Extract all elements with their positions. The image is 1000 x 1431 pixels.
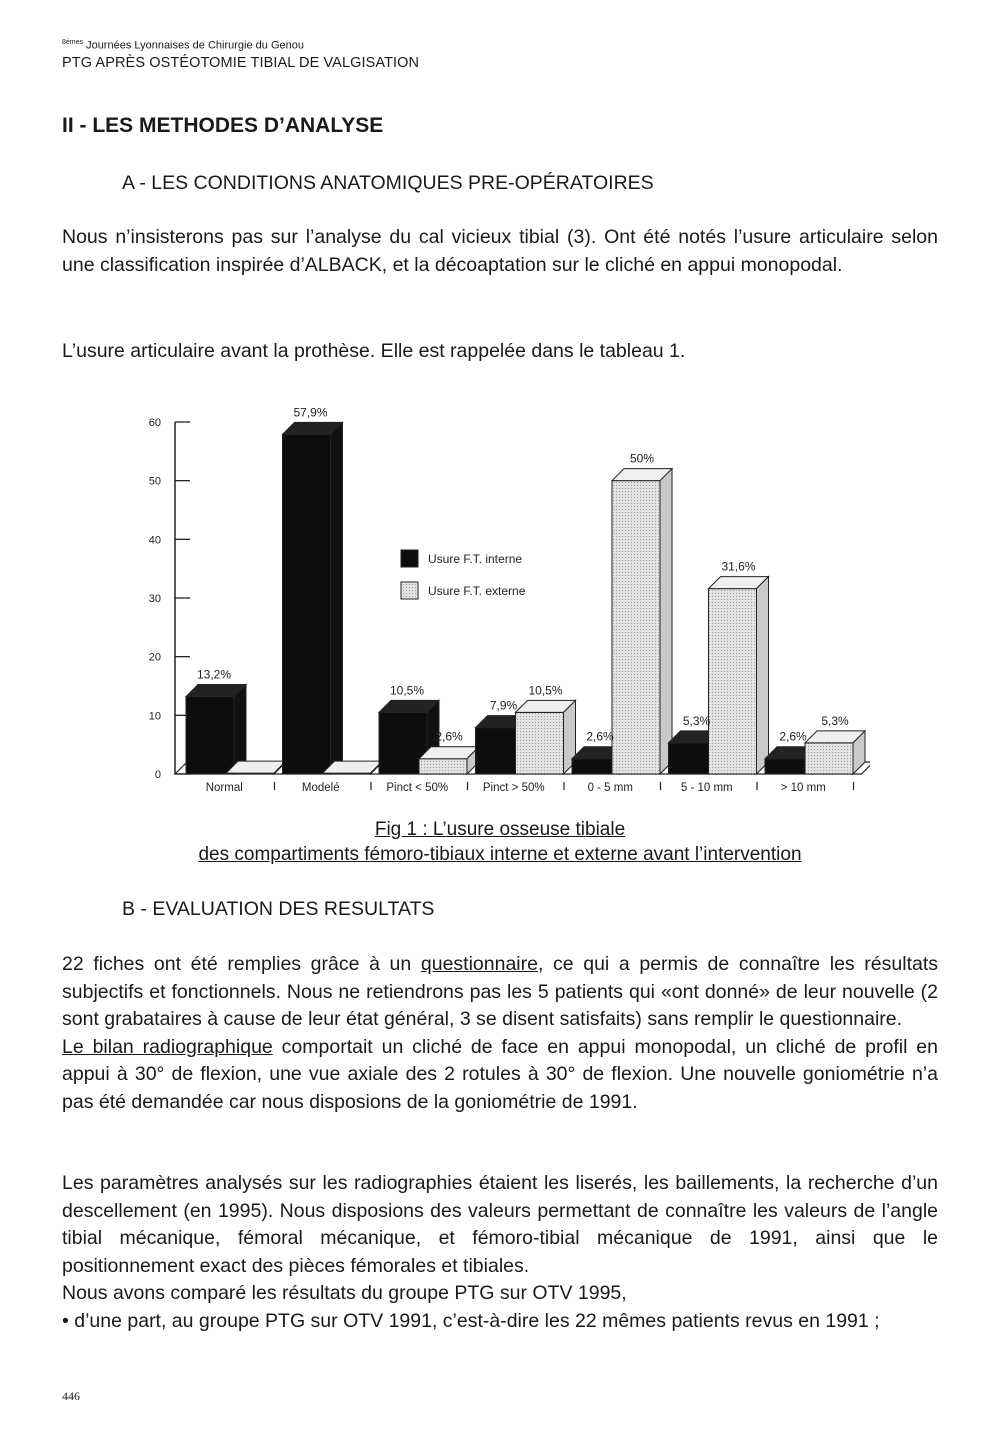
data-label-interne: 2,6% (779, 729, 807, 744)
data-label-interne: 10,5% (389, 683, 425, 698)
data-label-externe: 10,5% (528, 683, 563, 698)
data-label-interne: 57,9% (293, 405, 328, 420)
subsection-b-title: B - EVALUATION DES RESULTATS (122, 898, 435, 920)
bar-externe-front (612, 481, 660, 774)
bullet-item-1: • d’une part, au groupe PTG sur OTV 1991, c’est-à-dire les 22 mêmes patients revus en 1991 ; (62, 1309, 880, 1332)
data-label-interne: 2,6% (586, 729, 614, 744)
y-tick-label: 50 (148, 475, 161, 488)
data-label-externe: 2,6% (435, 729, 463, 744)
bar-interne-side (331, 422, 343, 774)
data-label-externe: 31,6% (721, 559, 756, 574)
bar-chart (130, 395, 870, 815)
bar-externe-side (660, 469, 672, 774)
y-tick-label: 40 (148, 534, 161, 547)
x-tick-label: 0 - 5 mm (587, 782, 633, 794)
bar-externe-front (805, 743, 853, 774)
bar-interne (283, 422, 343, 774)
bar-externe-side (757, 577, 769, 774)
section-title: II - LES METHODES D’ANALYSE (62, 114, 384, 137)
x-tick-label: Pinct > 50% (482, 782, 545, 794)
data-label-interne: 13,2% (196, 667, 232, 682)
paragraph-1: Nous n’insisterons pas sur l’analyse du cal vicieux tibial (3). Ont été notés l’usure articulaire selon une classification inspirée d’ALBACK, et la décoaptation sur le cliché en appui monopodal. (62, 226, 938, 276)
x-tick-label: > 10 mm (780, 782, 826, 794)
legend-label-interne: Usure F.T. interne (428, 552, 523, 566)
y-tick-label: 20 (148, 651, 161, 664)
page-number: 446 (62, 1389, 80, 1403)
x-tick-label: 5 - 10 mm (680, 782, 733, 794)
bar-externe (805, 731, 865, 774)
running-header-title: PTG APRÈS OSTÉOTOMIE TIBIAL DE VALGISATION (62, 55, 420, 71)
data-label-interne: 7,9% (489, 698, 518, 713)
legend-label-externe: Usure F.T. externe (428, 584, 526, 598)
bar-externe (612, 469, 672, 774)
caption-line-1: Fig 1 : L’usure osseuse tibiale (374, 819, 626, 840)
x-tick-label: Modelé (301, 782, 340, 794)
data-label-interne: 5,3% (682, 713, 711, 728)
legend-swatch-interne (401, 550, 418, 567)
y-tick-label: 0 (154, 769, 161, 781)
subsection-a-title: A - LES CONDITIONS ANATOMIQUES PRE-OPÉRATOIRES (122, 172, 654, 194)
figure-caption (60, 817, 940, 867)
x-tick-label: Pinct < 50% (386, 782, 449, 794)
questionnaire-term: questionnaire (420, 953, 538, 975)
y-tick-label: 60 (148, 417, 161, 429)
bar-externe-front (419, 759, 467, 774)
x-tick-label: Normal (205, 782, 243, 794)
data-label-externe: 5,3% (821, 713, 849, 728)
bar-interne-front (186, 697, 234, 774)
bilan-radiographique-term: Le bilan radiographique (62, 1035, 273, 1058)
caption-line-2: des compartiments fémoro-tibiaux interne et externe avant l’intervention (198, 844, 802, 865)
paragraph-2: L’usure articulaire avant la prothèse. Elle est rappelée dans le tableau 1. (62, 340, 686, 362)
bar-externe (709, 577, 769, 774)
chart-legend (401, 550, 526, 599)
chart-bars (186, 422, 865, 774)
bar-interne-front (283, 434, 331, 774)
paragraph-5: Les paramètres analysés sur les radiographies étaient les liserés, les baillements, la recherche d’un descellement (en 1995). Nous disposions des valeurs permettant de connaître les valeurs de l’angle tibial mécanique, fémoral mécanique, et fémoro-tibial mécanique de 1991, ainsi que le positionnement exact des pièces fémorales et tibiales. Nous avons comparé les résultats du groupe PTG sur OTV 1995, • d’une part, au groupe PTG sur OTV 1991, c’est-à-dire les 22 mêmes patients revus en 1991 ; (62, 1170, 938, 1335)
y-tick-label: 10 (148, 710, 161, 723)
bar-externe-front (516, 712, 564, 774)
bar-externe-front (709, 589, 757, 774)
legend-swatch-externe (401, 582, 418, 599)
data-label-externe: 50% (629, 451, 655, 466)
bar-interne-side (234, 685, 246, 774)
bar-interne (186, 685, 246, 774)
bar-externe (419, 747, 479, 774)
bar-externe (516, 700, 576, 774)
running-header-conference: $^{8èmes}$ Journées Lyonnaises de Chirurgie du Genou (62, 39, 304, 52)
paragraph-3: 22 fiches ont été remplies grâce à un questionnaire, ce qui a permis de connaître les résultats subjectifs et fonctionnels. Nous ne retiendrons pas les 5 patients qui «ont donné» de leur nouvelle (2 sont grabataires à cause de leur état général, 3 se disent satisfaits) sans remplir le questionnaire. Le bilan radiographique comportait un cliché de face en appui monopodal, un cliché de profil en appui à 30° de flexion, une vue axiale des 2 rotules à 30° de flexion. Une nouvelle goniométrie n’a pas été demandée car nous disposions de la goniométrie de 1991. (62, 953, 939, 1113)
y-tick-label: 30 (148, 593, 161, 605)
